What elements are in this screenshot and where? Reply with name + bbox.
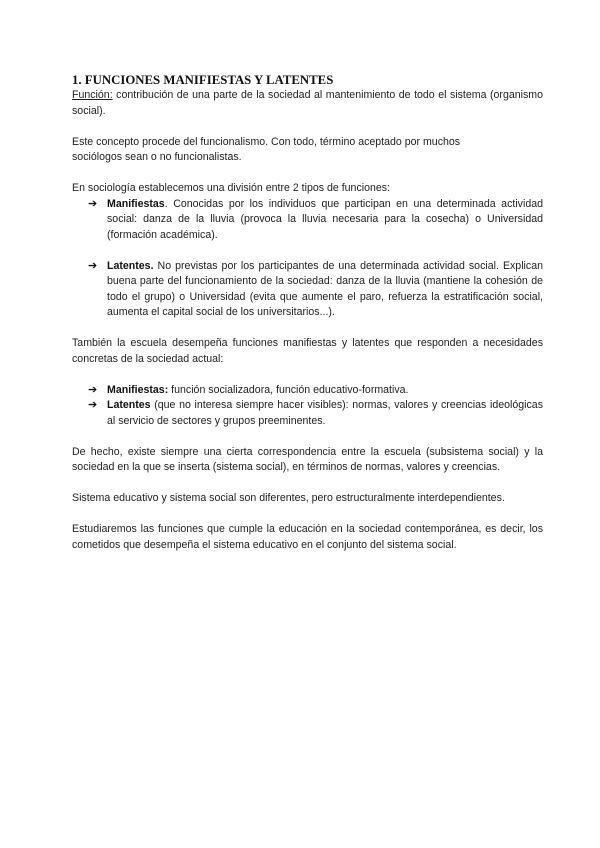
- document-page: [72, 72, 543, 553]
- list-item-school-manifiestas: [72, 383, 543, 399]
- systems-paragraph: Sistema educativo y sistema social son diferentes, pero estructuralmente interdependientes.: [72, 492, 505, 504]
- item-text: función socializadora, función educativo-formativa.: [168, 383, 409, 396]
- item-term: Latentes: [107, 399, 151, 411]
- concept-paragraph: [72, 135, 543, 166]
- item-term: Manifiestas:: [107, 383, 169, 396]
- arrow-right-icon: ➔: [88, 399, 98, 411]
- list-item-school-latentes: [72, 398, 543, 429]
- item-text: No previstas por los participantes de una determinada actividad social. Explican buena parte del funcionamiento de la sociedad: danza de la lluvia (mantiene la cohesión de todo el grupo) o Universidad (evita que aumente el paro, refuerza la estratificación social, aumenta el capital social de los universitarios...).: [107, 259, 543, 318]
- definition-text: contribución de una parte de la sociedad al mantenimiento de todo el sistema (organismo social).: [72, 89, 543, 117]
- item-text: (que no interesa siempre hacer visibles): normas, valores y creencias ideológicas al servicio de sectores y grupos preeminentes.: [107, 399, 543, 427]
- functions-list: [72, 197, 543, 321]
- item-term: Latentes.: [107, 259, 154, 272]
- arrow-right-icon: ➔: [88, 259, 98, 272]
- section-title: 1. FUNCIONES MANIFIESTAS Y LATENTES: [72, 73, 334, 87]
- concept-line-1: Este concepto procede del funcionalismo. Con todo, término aceptado por muchos: [72, 135, 461, 148]
- definition-paragraph: [72, 88, 543, 119]
- division-intro: En sociología establecemos una división entre 2 tipos de funciones:: [72, 182, 391, 194]
- correspondence-paragraph: De hecho, existe siempre una cierta correspondencia entre la escuela (subsistema social) y la sociedad en la que se inserta (sistema social), en términos de normas, valores y creencias.: [72, 445, 543, 473]
- concept-line-2: sociólogos sean o no funcionalistas.: [72, 151, 242, 163]
- item-term: Manifiestas: [107, 197, 165, 210]
- item-text: . Conocidas por los individuos que participan en una determinada actividad social: danza de la lluvia (provoca la lluvia necesaria para la cosecha) o Universidad (formación académica).: [107, 197, 543, 241]
- arrow-right-icon: ➔: [88, 383, 98, 396]
- school-functions-list: [72, 383, 543, 430]
- definition-term: Función:: [72, 89, 113, 101]
- list-item-manifiestas: [72, 197, 543, 244]
- arrow-right-icon: ➔: [88, 197, 98, 210]
- study-paragraph: Estudiaremos las funciones que cumple la educación en la sociedad contemporánea, es decir, los cometidos que desempeña el sistema educativo en el conjunto del sistema social.: [72, 523, 543, 551]
- school-intro: También la escuela desempeña funciones manifiestas y latentes que responden a necesidades concretas de la sociedad actual:: [72, 337, 543, 365]
- list-item-latentes: [72, 259, 543, 321]
